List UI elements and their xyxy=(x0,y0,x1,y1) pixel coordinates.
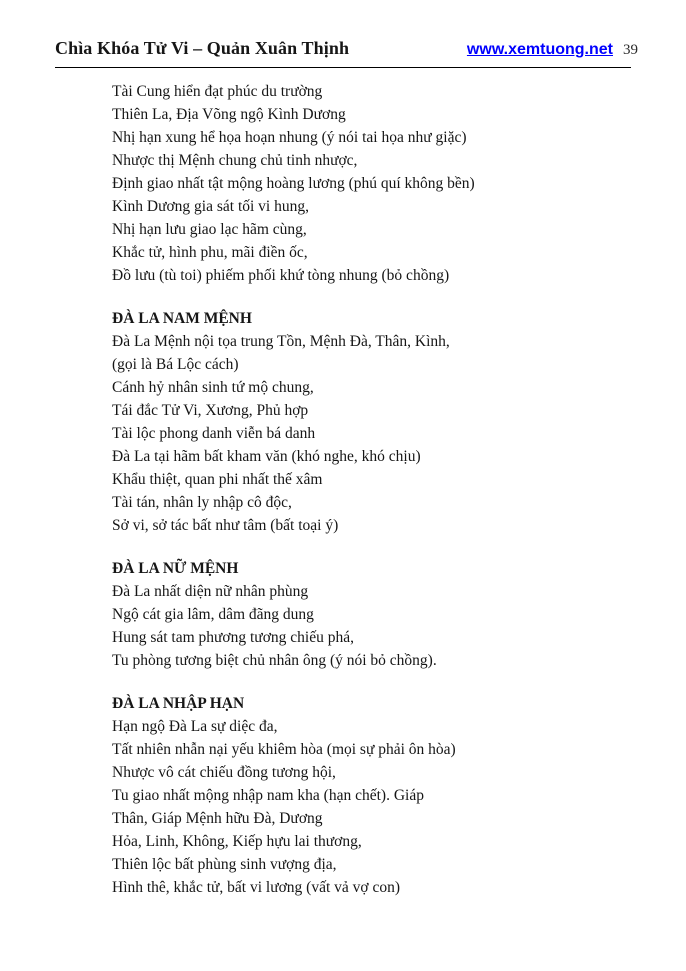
text-line: Tái đắc Tử Vi, Xương, Phủ hợp xyxy=(112,402,309,419)
text-line: Nhị hạn xung hể họa hoạn nhung (ý nói tai họa như giặc) xyxy=(112,129,467,146)
text-line: Hung sát tam phương tương chiếu phá, xyxy=(112,629,354,646)
text-line: (gọi là Bá Lộc cách) xyxy=(112,356,239,373)
header-divider xyxy=(55,67,631,68)
text-line: Hạn ngộ Đà La sự diệc đa, xyxy=(112,718,278,735)
section-heading: ĐÀ LA NHẬP HẠN xyxy=(112,695,245,712)
text-line: Hỏa, Linh, Không, Kiếp hựu lai thương, xyxy=(112,833,362,850)
text-line: Tài lộc phong danh viễn bá danh xyxy=(112,425,316,442)
text-line: Nhược thị Mệnh chung chủ tinh nhược, xyxy=(112,152,358,169)
text-line: Ngộ cát gia lâm, dâm đãng dung xyxy=(112,606,314,623)
text-line: Thiên La, Địa Võng ngộ Kình Dương xyxy=(112,106,346,123)
text-line: Cánh hỷ nhân sinh tứ mộ chung, xyxy=(112,379,314,396)
book-title: Chìa Khóa Tử Vi – Quản Xuân Thịnh xyxy=(55,38,350,58)
header-right xyxy=(467,41,638,59)
text-line: Định giao nhất tật mộng hoàng lương (phú quí không bền) xyxy=(112,175,475,192)
text-line: Thân, Giáp Mệnh hữu Đà, Dương xyxy=(112,810,323,827)
website-link[interactable]: www.xemtuong.net xyxy=(466,41,613,58)
text-line: Khắc tử, hình phu, mãi điền ốc, xyxy=(112,244,308,261)
text-line: Nhược vô cát chiếu đồng tương hội, xyxy=(112,764,336,781)
text-line: Tất nhiên nhẫn nại yếu khiêm hòa (mọi sự phải ôn hòa) xyxy=(112,741,456,758)
text-line: Nhị hạn lưu giao lạc hãm cùng, xyxy=(112,221,307,238)
text-line: Tu giao nhất mộng nhập nam kha (hạn chết). Giáp xyxy=(112,787,424,804)
section-heading: ĐÀ LA NAM MỆNH xyxy=(112,310,252,327)
text-line: Sở vi, sở tác bất như tâm (bất toại ý) xyxy=(112,517,339,534)
text-line: Thiên lộc bất phùng sinh vượng địa, xyxy=(112,856,337,873)
text-line: Đồ lưu (tù toi) phiếm phối khứ tòng nhung (bỏ chồng) xyxy=(112,267,450,284)
section-heading: ĐÀ LA NỮ MỆNH xyxy=(112,560,239,577)
text-line: Tài Cung hiển đạt phúc du trường xyxy=(112,83,323,100)
page-number: 39 xyxy=(623,42,638,58)
document-body xyxy=(112,80,612,899)
text-line: Khẩu thiệt, quan phi nhất thế xâm xyxy=(112,471,323,488)
text-line: Tài tán, nhân ly nhập cô độc, xyxy=(112,494,292,511)
page-header xyxy=(55,38,638,59)
text-line: Kình Dương gia sát tối vi hung, xyxy=(112,198,309,215)
text-line: Đà La tại hãm bất kham văn (khó nghe, khó chịu) xyxy=(112,448,421,465)
text-line: Đà La Mệnh nội tọa trung Tồn, Mệnh Đà, Thân, Kình, xyxy=(112,333,450,350)
text-line: Tu phòng tương biệt chủ nhân ông (ý nói bỏ chồng). xyxy=(112,652,437,669)
text-line: Đà La nhất diện nữ nhân phùng xyxy=(112,583,309,600)
text-line: Hình thê, khắc tử, bất vi lương (vất vả vợ con) xyxy=(112,879,401,896)
